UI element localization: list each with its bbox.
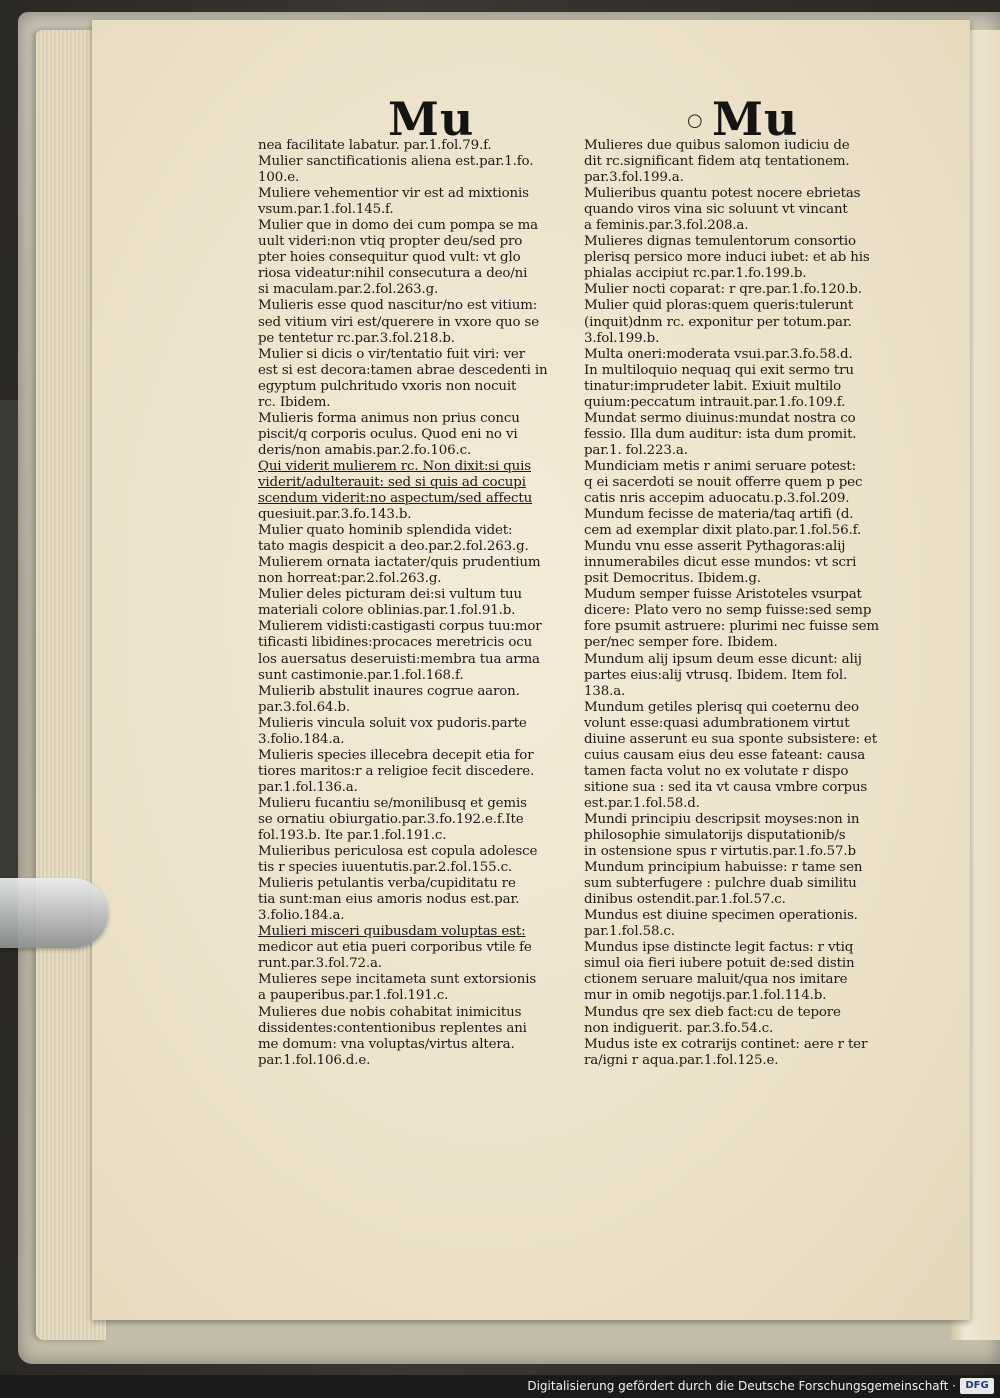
text-line: Qui viderit mulierem rc. Non dixit:si quis xyxy=(258,458,532,474)
text-line: Multa oneri:moderata vsui.par.3.fo.58.d. xyxy=(584,346,853,362)
text-line: a feminis.par.3.fol.208.a. xyxy=(584,218,749,234)
text-line: medicor aut etia pueri corporibus vtile fe xyxy=(258,940,532,956)
text-line: Mulierem ornata iactater/quis prudentium xyxy=(258,555,541,571)
text-line: non indiguerit. par.3.fo.54.c. xyxy=(584,1020,774,1036)
text-line: diuine asserunt eu sua sponte subsistere: et xyxy=(584,731,877,747)
text-line: par.3.fol.199.a. xyxy=(584,170,684,186)
text-line: tinatur:imprudeter labit. Exiuit multilo xyxy=(584,378,842,394)
text-line: per/nec semper fore. Ibidem. xyxy=(584,635,778,651)
text-line: 3.folio.184.a. xyxy=(258,908,345,924)
text-line: plerisq persico more induci iubet: et ab his xyxy=(584,250,870,266)
text-line: tificasti libidines:procaces meretricis ocu xyxy=(258,635,533,651)
page-holder-clip xyxy=(0,878,108,948)
text-line: egyptum pulchritudo vxoris non nocuit xyxy=(258,378,517,394)
text-line: Mulieru fucantiu se/monilibusq et gemis xyxy=(258,795,527,811)
text-line: par.3.fol.64.b. xyxy=(258,699,350,715)
text-line: Mundum fecisse de materia/taq artifi (d. xyxy=(584,507,854,523)
text-line: sum subterfugere : pulchre duab similitu xyxy=(584,876,857,892)
text-line: catis nris accepim aduocatu.p.3.fol.209. xyxy=(584,491,850,507)
text-line: Mulierib abstulit inaures cogrue aaron. xyxy=(258,683,520,699)
text-line: tato magis despicit a deo.par.2.fol.263.g. xyxy=(258,539,529,555)
text-line: Mulierem vidisti:castigasti corpus tuu:mor xyxy=(258,619,542,635)
text-line: partes eius:alij vtrusq. Ibidem. Item fol. xyxy=(584,667,848,683)
text-line: innumerabiles dicut esse mundos: vt scri xyxy=(584,555,857,571)
text-line: Mundu vnu esse asserit Pythagoras:alij xyxy=(584,539,846,555)
text-line: materiali colore oblinias.par.1.fol.91.b. xyxy=(258,603,516,619)
text-line: sitione sua : sed ita vt causa vmbre corpus xyxy=(584,779,868,795)
text-line: q ei sacerdoti se nouit offerre quem p pec xyxy=(584,474,863,490)
text-line: fessio. Illa dum auditur: ista dum promit. xyxy=(584,426,857,442)
text-line: si maculam.par.2.fol.263.g. xyxy=(258,282,439,298)
text-line: 138.a. xyxy=(584,683,626,699)
text-line: dicere: Plato vero no semp fuisse:sed semp xyxy=(584,603,872,619)
text-line: Mundus qre sex dieb fact:cu de tepore xyxy=(584,1004,841,1020)
text-line: Mulieris petulantis verba/cupiditatu re xyxy=(258,876,516,892)
text-line: Mundi principiu descripsit moyses:non in xyxy=(584,811,860,827)
text-line: par.1.fol.106.d.e. xyxy=(258,1052,371,1068)
right-text-column xyxy=(584,138,904,1069)
text-line: in ostensione spus r virtutis.par.1.fo.57.b xyxy=(584,844,856,860)
text-line: sed vitium viri est/querere in vxore quo se xyxy=(258,314,540,330)
running-head-right: Mu xyxy=(712,92,799,146)
text-line: Mundus est diuine specimen operationis. xyxy=(584,908,858,924)
text-line: tiores maritos:r a religioe fecit discedere. xyxy=(258,763,535,779)
text-line: ra/igni r aqua.par.1.fol.125.e. xyxy=(584,1052,779,1068)
text-line: Mulier nocti coparat: r qre.par.1.fo.120.b. xyxy=(584,282,862,298)
text-line: (inquit)dnm rc. exponitur per totum.par. xyxy=(584,314,852,330)
text-line: 3.fol.199.b. xyxy=(584,330,660,346)
text-line: viderit/adulterauit: sed si quis ad cocupi xyxy=(258,474,526,490)
text-line: pter hoies consequitur quod vult: vt glo xyxy=(258,250,521,266)
text-line: mur in omib negotijs.par.1.fol.114.b. xyxy=(584,988,827,1004)
text-line: Mulieribus quantu potest nocere ebrietas xyxy=(584,186,861,202)
text-line: tis r species iuuentutis.par.2.fol.155.c. xyxy=(258,860,513,876)
text-line: los auersatus deseruisti:membra tua arma xyxy=(258,651,540,667)
text-line: runt.par.3.fol.72.a. xyxy=(258,956,382,972)
text-line: pe tentetur rc.par.3.fol.218.b. xyxy=(258,330,455,346)
text-line: Mulier deles picturam dei:si vultum tuu xyxy=(258,587,522,603)
text-line: fol.193.b. Ite par.1.fol.191.c. xyxy=(258,828,447,844)
text-line: simul oia fieri iubere potuit de:sed distin xyxy=(584,956,855,972)
text-line: Mulier quid ploras:quem queris:tulerunt xyxy=(584,298,854,314)
text-line: par.1. fol.223.a. xyxy=(584,442,688,458)
text-line: dit rc.significant fidem atq tentationem. xyxy=(584,154,850,170)
text-line: sunt castimonie.par.1.fol.168.f. xyxy=(258,667,464,683)
text-line: uult videri:non vtiq propter deu/sed pro xyxy=(258,234,523,250)
text-line: est.par.1.fol.58.d. xyxy=(584,795,700,811)
text-line: In multiloquio nequaq qui exit sermo tru xyxy=(584,362,854,378)
text-line: Mulier si dicis o vir/tentatio fuit viri: ver xyxy=(258,346,525,362)
text-line: Mulieres due quibus salomon iudiciu de xyxy=(584,138,850,153)
text-line: Mundiciam metis r animi seruare potest: xyxy=(584,458,856,474)
text-line: Mulieres sepe incitameta sunt extorsionis xyxy=(258,972,537,988)
left-text-column xyxy=(258,138,576,1069)
text-line: quesiuit.par.3.fo.143.b. xyxy=(258,507,412,523)
text-line: Mulieres dignas temulentorum consortio xyxy=(584,234,856,250)
text-line: quando viros vina sic soluunt vt vincant xyxy=(584,202,848,218)
text-line: Mulieribus periculosa est copula adolesce xyxy=(258,844,538,860)
text-line: a pauperibus.par.1.fol.191.c. xyxy=(258,988,449,1004)
text-line: Mulieris vincula soluit vox pudoris.parte xyxy=(258,715,527,731)
text-line: Mudum semper fuisse Aristoteles vsurpat xyxy=(584,587,862,603)
dfg-logo: DFG xyxy=(960,1378,994,1394)
text-line: Mulier que in domo dei cum pompa se ma xyxy=(258,218,538,234)
text-line: nea facilitate labatur. par.1.fol.79.f. xyxy=(258,138,492,153)
text-line: riosa videatur:nihil consecutura a deo/ni xyxy=(258,266,528,282)
text-line: est si est decora:tamen abrae descedenti in xyxy=(258,362,548,378)
text-line: par.1.fol.58.c. xyxy=(584,924,675,940)
text-line: Mudus iste ex cotrarijs continet: aere r ter xyxy=(584,1036,868,1052)
text-line: Mundum getiles plerisq qui coeternu deo xyxy=(584,699,859,715)
text-line: Mulieri misceri quibusdam voluptas est: xyxy=(258,924,526,940)
text-line: Muliere vehementior vir est ad mixtionis xyxy=(258,186,529,202)
text-line: scendum viderit:no aspectum/sed affectu xyxy=(258,491,533,507)
text-line: quium:peccatum intrauit.par.1.fo.109.f. xyxy=(584,394,846,410)
text-line: phialas accipiut rc.par.1.fo.199.b. xyxy=(584,266,807,282)
text-line: psit Democritus. Ibidem.g. xyxy=(584,571,761,587)
text-line: deris/non amabis.par.2.fo.106.c. xyxy=(258,442,472,458)
footer-bar xyxy=(0,1375,1000,1398)
text-line: Mulieris species illecebra decepit etia for xyxy=(258,747,534,763)
text-line: volunt esse:quasi adumbrationem virtut xyxy=(584,715,850,731)
running-head-left: Mu xyxy=(388,92,475,146)
text-line: Mulieres due nobis cohabitat inimicitus xyxy=(258,1004,522,1020)
text-line: Mulieris esse quod nascitur/no est vitium: xyxy=(258,298,538,314)
text-line: Mulieris forma animus non prius concu xyxy=(258,410,520,426)
text-line: cuius causam eius deu esse fateant: causa xyxy=(584,747,866,763)
text-line: 100.e. xyxy=(258,170,300,186)
text-line: tamen facta volut no ex volutate r dispo xyxy=(584,763,849,779)
text-line: 3.folio.184.a. xyxy=(258,731,345,747)
text-line: Mulier quato hominib splendida videt: xyxy=(258,523,513,539)
text-line: cem ad exemplar dixit plato.par.1.fol.56.f. xyxy=(584,523,862,539)
text-line: me domum: vna voluptas/virtus altera. xyxy=(258,1036,515,1052)
text-line: se ornatiu obiurgatio.par.3.fo.192.e.f.Ite xyxy=(258,811,524,827)
text-line: Mundum alij ipsum deum esse dicunt: alij xyxy=(584,651,862,667)
text-line: non horreat:par.2.fol.263.g. xyxy=(258,571,442,587)
text-line: vsum.par.1.fol.145.f. xyxy=(258,202,394,218)
text-line: tia sunt:man eius amoris nodus est.par. xyxy=(258,892,520,908)
text-line: piscit/q corporis oculus. Quod eni no vi xyxy=(258,426,518,442)
ornament-mark: ○ xyxy=(687,110,703,131)
text-line: par.1.fol.136.a. xyxy=(258,779,358,795)
text-line: Mundat sermo diuinus:mundat nostra co xyxy=(584,410,856,426)
text-line: dinibus ostendit.par.1.fol.57.c. xyxy=(584,892,786,908)
text-line: rc. Ibidem. xyxy=(258,394,331,410)
text-line: dissidentes:contentionibus replentes ani xyxy=(258,1020,527,1036)
text-line: philosophie simulatorijs disputationib/s xyxy=(584,828,846,844)
footer-credit: Digitalisierung gefördert durch die Deutsche Forschungsgemeinschaft · xyxy=(527,1379,956,1393)
text-line: Mundum principium habuisse: r tame sen xyxy=(584,860,863,876)
text-line: Mundus ipse distincte legit factus: r vtiq xyxy=(584,940,854,956)
text-line: ctionem seruare maluit/qua nos imitare xyxy=(584,972,848,988)
text-line: fore psumit astruere: plurimi nec fuisse sem xyxy=(584,619,879,635)
text-line: Mulier sanctificationis aliena est.par.1.fo. xyxy=(258,154,534,170)
